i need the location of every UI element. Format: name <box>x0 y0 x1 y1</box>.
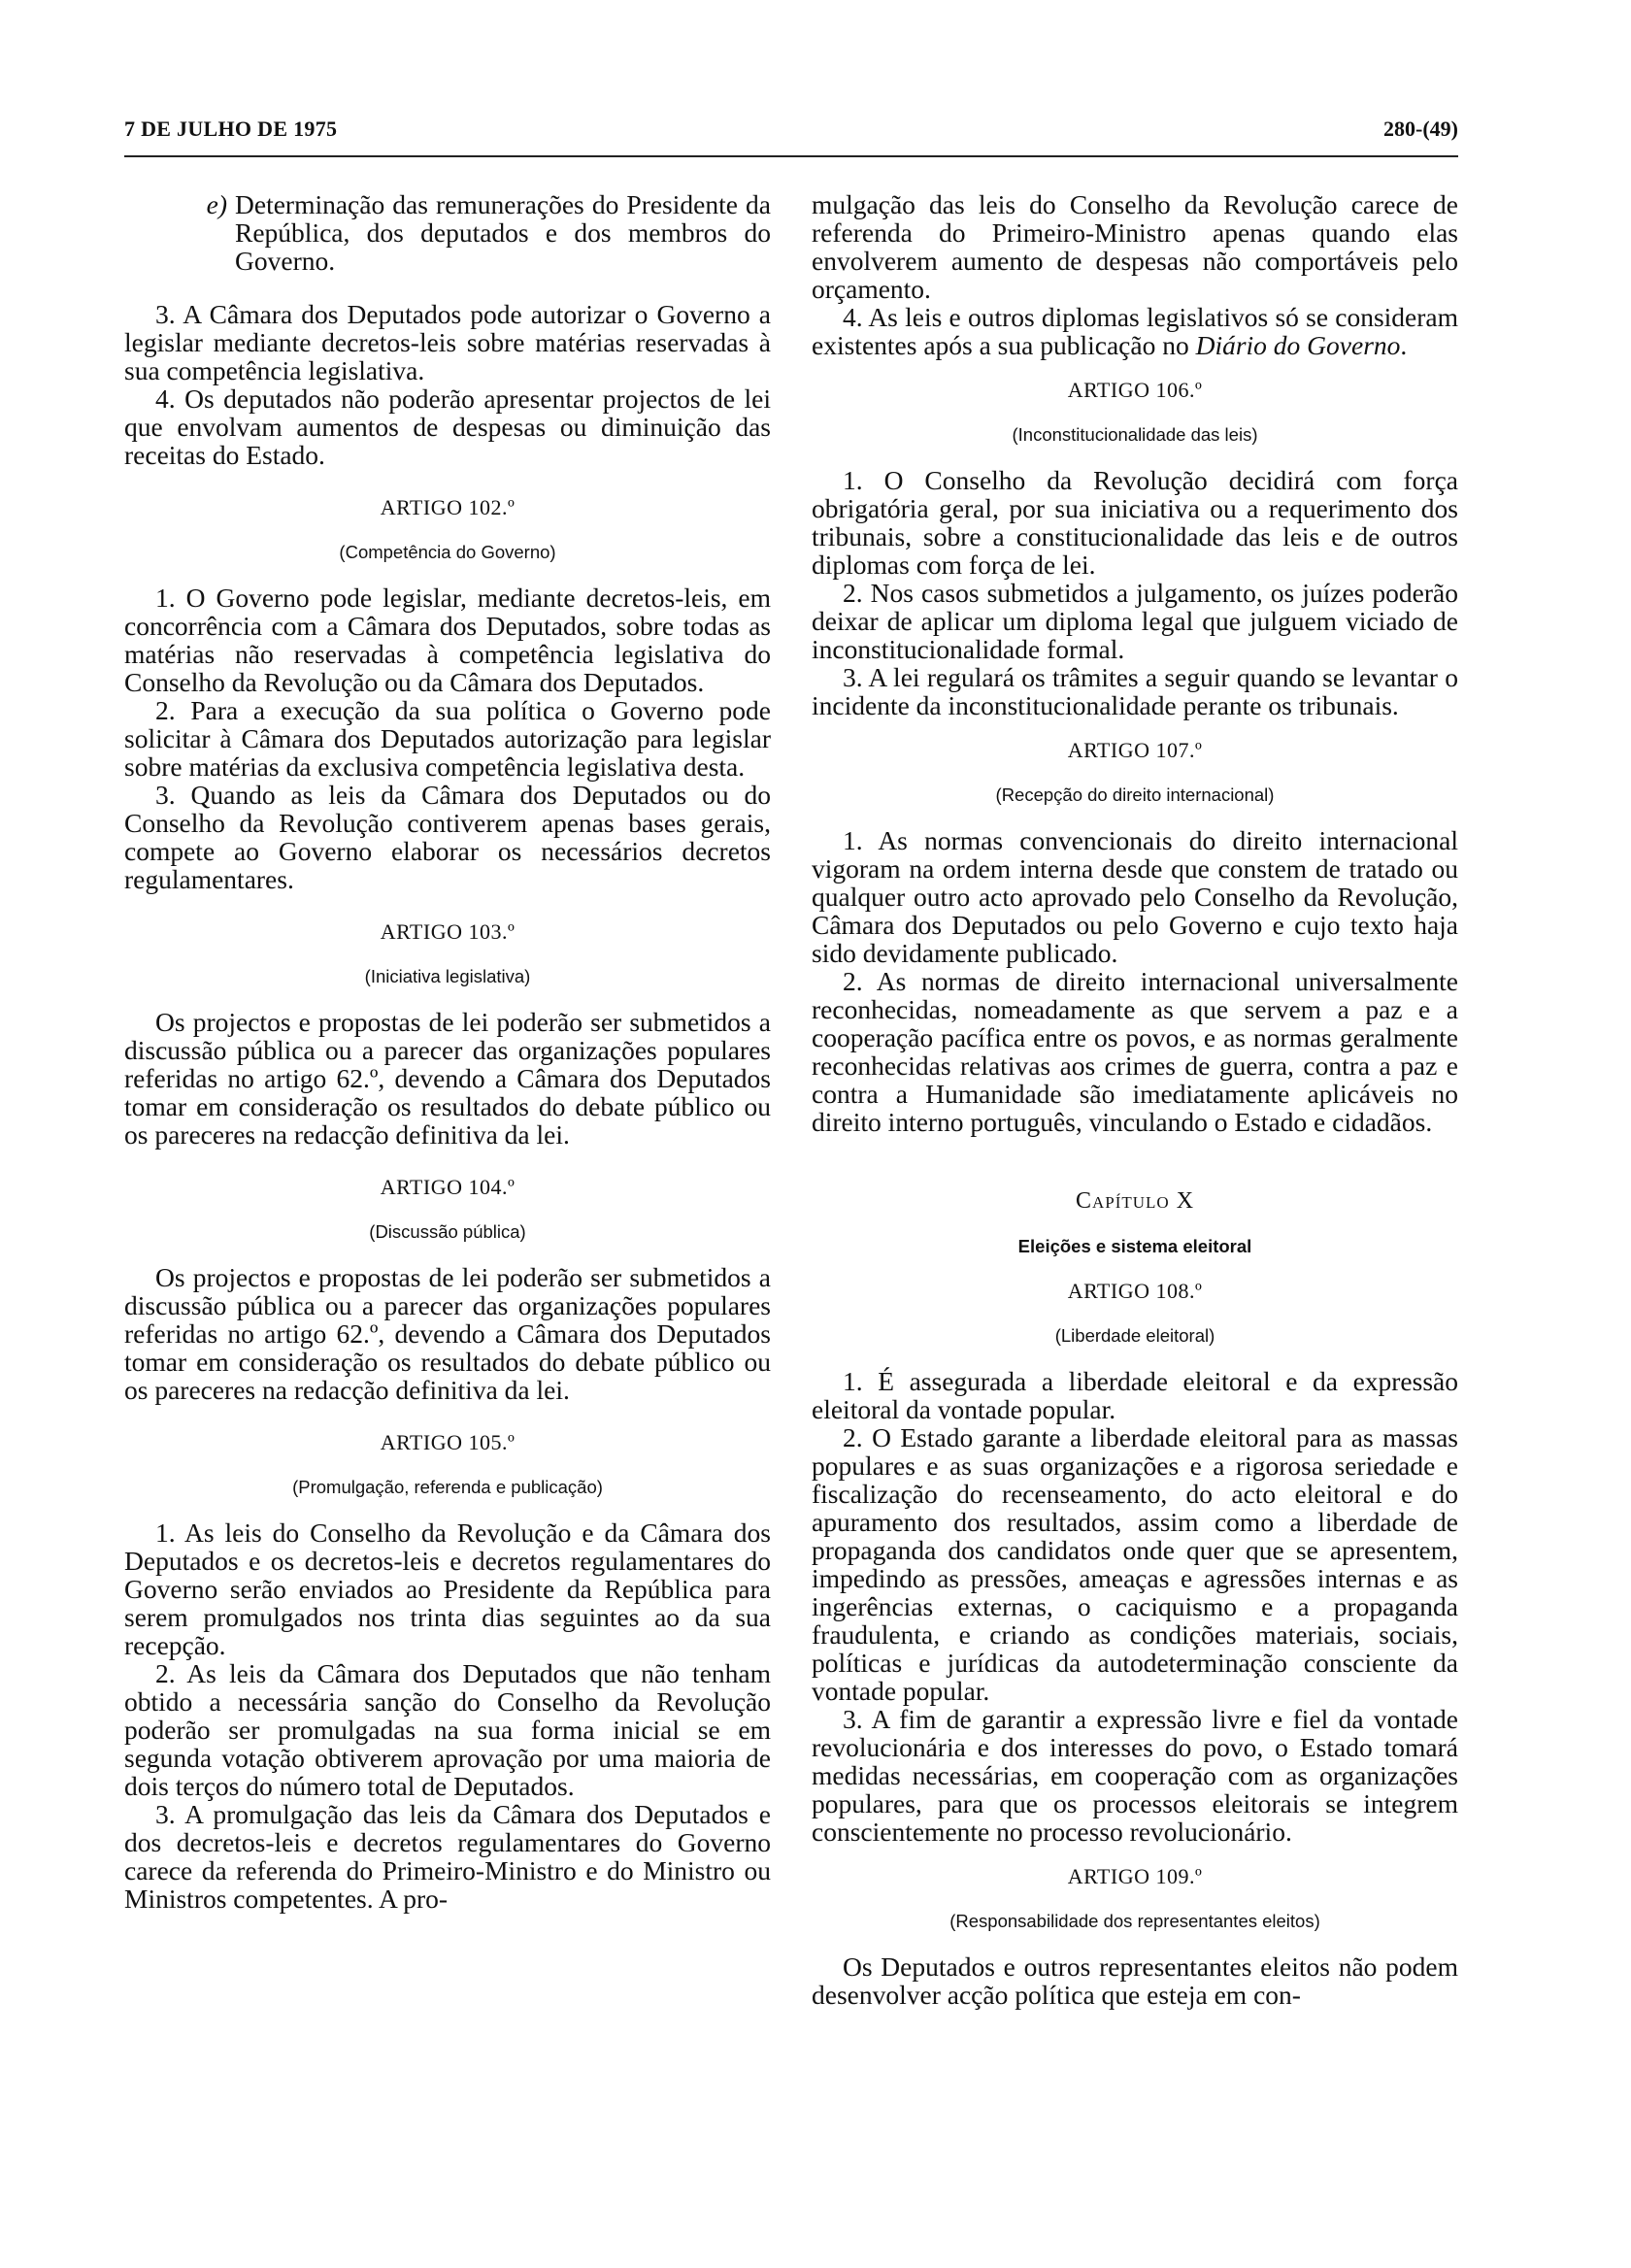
chapter-heading: Capítulo X <box>1075 1188 1195 1214</box>
paragraph: 3. A promulgação das leis da Câmara dos Deputados e dos decretos-leis e decretos regulamentares do Governo carece da referenda do Primeiro-Ministro e do Ministro ou Ministros competentes. A pro- <box>124 1799 771 1914</box>
right-column <box>812 190 1458 2009</box>
article-heading: ARTIGO 107.º <box>1067 738 1203 762</box>
paragraph: 4. Os deputados não poderão apresentar projectos de lei que envolvam aumentos de despesas ou diminuição das receitas do Estado. <box>124 384 771 470</box>
paragraph-continued: mulgação das leis do Conselho da Revolução carece de referenda do Primeiro-Ministro apenas quando elas envolverem aumento de despesas não comportáveis pelo orçamento. <box>812 189 1458 304</box>
article-subtitle: (Iniciativa legislativa) <box>364 966 531 986</box>
article-heading: ARTIGO 109.º <box>1067 1864 1203 1888</box>
paragraph: 2. Para a execução da sua política o Governo pode solicitar à Câmara dos Deputados autorização para legislar sobre matérias da exclusiva competência legislativa desta. <box>124 695 771 782</box>
publication-title: Diário do Governo <box>1195 330 1401 360</box>
article-subtitle: (Inconstitucionalidade das leis) <box>1012 424 1258 445</box>
paragraph: Os projectos e propostas de lei poderão ser submetidos a discussão pública ou a parecer das organizações populares referidas no artigo 62.º, devendo a Câmara dos Deputados tomar em consideração os resultados do debate público ou os pareceres na redacção definitiva da lei. <box>124 1262 771 1405</box>
article-subtitle: (Responsabilidade dos representantes eleitos) <box>949 1911 1320 1931</box>
item-e-text: Determinação das remunerações do Presidente da República, dos deputados e dos membros do Governo. <box>235 189 771 276</box>
paragraph: 1. O Governo pode legislar, mediante decretos-leis, em concorrência com a Câmara dos Deputados, sobre todas as matérias não reservadas à competência legislativa do Conselho da Revolução ou da Câmara dos Deputados. <box>124 583 771 697</box>
item-e-label: e) <box>206 189 227 219</box>
header-rule <box>124 155 1458 157</box>
paragraph <box>812 303 1458 359</box>
p4-end: . <box>1400 330 1408 360</box>
paragraph: 3. A fim de garantir a expressão livre e fiel da vontade revolucionária e dos interesses do povo, o Estado tomará medidas necessárias, em cooperação com as organizações populares, para que os processos eleitorais se integrem conscientemente no processo revolucionário. <box>812 1704 1458 1847</box>
paragraph: 1. As leis do Conselho da Revolução e da Câmara dos Deputados e os decretos-leis e decretos regulamentares do Governo serão enviados ao Presidente da República para serem promulgados nos trinta dias seguintes ao da sua recepção. <box>124 1518 771 1660</box>
paragraph: 3. Quando as leis da Câmara dos Deputados ou do Conselho da Revolução contiverem apenas bases gerais, compete ao Governo elaborar os necessários decretos regulamentares. <box>124 780 771 894</box>
paragraph: 2. O Estado garante a liberdade eleitoral para as massas populares e as suas organizações e a rigorosa seriedade e fiscalização do recenseamento, do acto eleitoral e do apuramento dos resultados, assim como a liberdade de propaganda dos candidatos onde quer que se apresentem, impedindo as pressões, ameaças e agressões internas e as ingerências externas, o caciquismo e a propaganda fraudulenta, e criando as condições materiais, sociais, políticas e jurídicas da autodeterminação consciente da vontade popular. <box>812 1422 1458 1706</box>
article-heading: ARTIGO 104.º <box>380 1175 516 1199</box>
article-subtitle: (Recepção do direito internacional) <box>995 784 1275 805</box>
article-subtitle: (Competência do Governo) <box>339 542 556 562</box>
article-heading: ARTIGO 106.º <box>1067 378 1203 402</box>
paragraph: Os Deputados e outros representantes eleitos não podem desenvolver acção política que esteja em con- <box>812 1951 1458 2010</box>
paragraph: Os projectos e propostas de lei poderão ser submetidos a discussão pública ou a parecer das organizações populares referidas no artigo 62.º, devendo a Câmara dos Deputados tomar em consideração os resultados do debate público ou os pareceres na redacção definitiva da lei. <box>124 1007 771 1150</box>
article-subtitle: (Discussão pública) <box>369 1221 526 1242</box>
item-e <box>124 190 771 275</box>
paragraph: 1. É assegurada a liberdade eleitoral e da expressão eleitoral da vontade popular. <box>812 1366 1458 1424</box>
article-heading: ARTIGO 105.º <box>380 1430 516 1454</box>
paragraph: 2. As leis da Câmara dos Deputados que não tenham obtido a necessária sanção do Conselho da Revolução poderão ser promulgadas na sua forma inicial se em segunda votação obtiverem aprovação por uma maioria de dois terços do número total de Deputados. <box>124 1658 771 1801</box>
article-heading: ARTIGO 108.º <box>1067 1279 1203 1303</box>
p4-text: 4. As leis e outros diplomas legislativos só se consideram existentes após a sua publicação no <box>812 302 1458 360</box>
article-subtitle: (Promulgação, referenda e publicação) <box>292 1477 603 1497</box>
left-column <box>124 190 771 1913</box>
chapter-title: Eleições e sistema eleitoral <box>1017 1236 1252 1256</box>
article-heading: ARTIGO 102.º <box>380 495 516 519</box>
paragraph: 2. Nos casos submetidos a julgamento, os juízes poderão deixar de aplicar um diploma legal que julguem viciado de inconstitucionalidade formal. <box>812 578 1458 664</box>
paragraph: 2. As normas de direito internacional universalmente reconhecidas, nomeadamente as que servem a paz e a cooperação pacífica entre os povos, e as normas geralmente reconhecidas relativas aos crimes de guerra, contra a paz e contra a Humanidade são imediatamente aplicáveis no direito interno português, vinculando o Estado e cidadãos. <box>812 966 1458 1137</box>
paragraph: 1. As normas convencionais do direito internacional vigoram na ordem interna desde que constem de tratado ou qualquer outro acto aprovado pelo Conselho da Revolução, Câmara dos Deputados ou pelo Governo e cujo texto haja sido devidamente publicado. <box>812 825 1458 968</box>
article-subtitle: (Liberdade eleitoral) <box>1054 1325 1215 1346</box>
header-date: 7 DE JULHO DE 1975 <box>124 117 338 141</box>
paragraph: 1. O Conselho da Revolução decidirá com força obrigatória geral, por sua iniciativa ou a requerimento dos tribunais, sobre a constitucionalidade das leis e de outros diplomas com força de lei. <box>812 465 1458 580</box>
paragraph: 3. A Câmara dos Deputados pode autorizar o Governo a legislar mediante decretos-leis sobre matérias reservadas à sua competência legislativa. <box>124 299 771 385</box>
header-page-number: 280-(49) <box>1383 117 1458 141</box>
article-heading: ARTIGO 103.º <box>380 919 516 944</box>
paragraph: 3. A lei regulará os trâmites a seguir quando se levantar o incidente da inconstitucionalidade perante os tribunais. <box>812 662 1458 720</box>
